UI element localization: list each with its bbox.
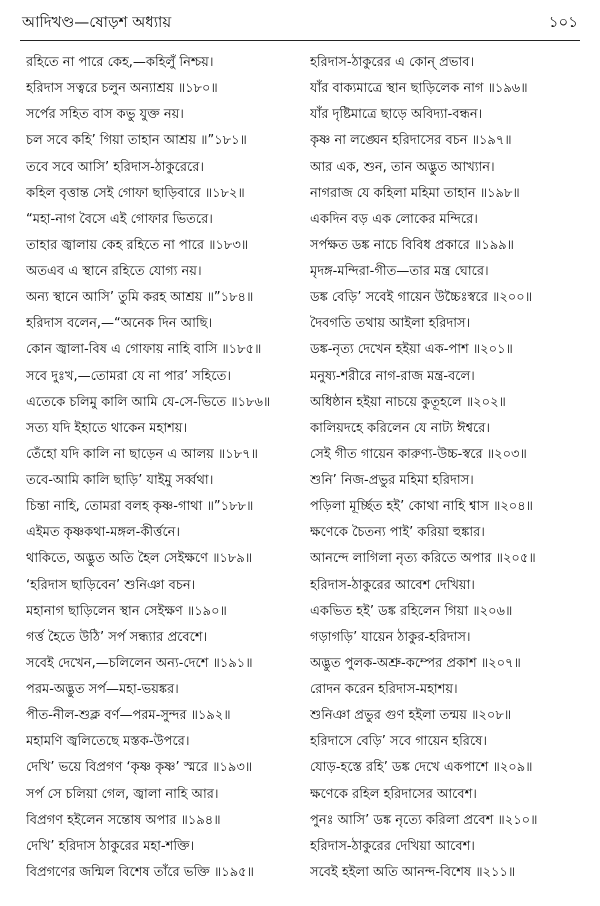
verse-line: তাহার জ্বালায় কেহ রহিতে না পারে ॥১৮৩॥ bbox=[26, 237, 249, 253]
verse-line: চিন্তা নাহি, তোমরা বলহ কৃষ্ণ-গাথা ॥”১৮৮॥ bbox=[26, 499, 254, 515]
header-rule bbox=[20, 40, 580, 41]
verse-line: পুনঃ আসি’ ডঙ্ক নৃত্যে করিলা প্রবেশ ॥২১০॥ bbox=[310, 812, 538, 828]
verse-line: দেখি’ হরিদাস ঠাকুরের মহা-শক্তি। bbox=[26, 838, 195, 854]
verse-line: দেখি’ ভয়ে বিপ্রগণ ‘কৃষ্ণ কৃষ্ণ’ স্মরে ॥১৯৩॥ bbox=[26, 760, 253, 776]
verse-line: থাকিতে, অদ্ভুত অতি হৈল সেইক্ষণে ॥১৮৯॥ bbox=[26, 551, 253, 567]
verse-line: সর্পক্ষত ডঙ্ক নাচে বিবিধ প্রকারে ॥১৯৯॥ bbox=[310, 237, 514, 253]
verse-line: বিপ্রগণ হইলেন সন্তোষ অপার ॥১৯৪॥ bbox=[26, 812, 221, 828]
verse-line: ক্ষণেকে রহিল হরিদাসের আবেশ। bbox=[310, 786, 477, 802]
verse-line: একদিন বড় এক লোকের মন্দিরে। bbox=[310, 211, 478, 227]
verse-line: হরিদাস-ঠাকুরের এ কোন্ প্রভাব। bbox=[310, 55, 475, 70]
verse-line: যোড়-হস্তে রহি’ ডঙ্ক দেখে একপাশে ॥২০৯॥ bbox=[310, 760, 533, 776]
verse-line: ডঙ্ক বেড়ি’ সবেই গায়েন উচ্চৈঃস্বরে ॥২০০॥ bbox=[310, 290, 533, 306]
verse-line: অদ্ভুত পুলক-অশ্রু-কম্পের প্রকাশ ॥২০৭॥ bbox=[310, 655, 521, 671]
verse-line: সত্য যদি ইহাতে থাকেন মহাশয়। bbox=[26, 420, 188, 436]
page-header bbox=[22, 10, 578, 36]
verse-line: হরিদাস বলেন,—“অনেক দিন আছি। bbox=[26, 316, 213, 332]
chapter-title: আদিখণ্ড—ষোড়শ অধ্যায় bbox=[22, 13, 172, 31]
verse-line: শুনিঞা প্রভুর গুণ হইলা তন্ময় ॥২০৮॥ bbox=[310, 708, 512, 724]
verse-line: মহানাগ ছাড়িলেন স্থান সেইক্ষণ ॥১৯০॥ bbox=[26, 603, 227, 619]
verse-line: ক্ষণেকে চৈতন্য পাই’ করিয়া হুঙ্কার। bbox=[310, 525, 485, 541]
verse-line: “মহা-নাগ বৈসে এই গোফার ভিতরে। bbox=[26, 211, 213, 227]
verse-line: তবে সবে আসি’ হরিদাস-ঠাকুরেরে। bbox=[26, 159, 205, 175]
verse-line: অধিষ্ঠান হইয়া নাচয়ে কুতূহলে ॥২০২॥ bbox=[310, 394, 506, 410]
verse-line: তবে-আমি কালি ছাড়ি’ যাইমু সর্ব্বথা। bbox=[26, 473, 214, 488]
verse-line: একভিত হই’ ডঙ্ক রহিলেন গিয়া ॥২০৬॥ bbox=[310, 603, 513, 619]
verse-line: রোদন করেন হরিদাস-মহাশয়। bbox=[310, 682, 458, 697]
verse-line: সেই গীত গায়েন কারুণ্য-উচ্চ-স্বরে ॥২০৩॥ bbox=[310, 446, 527, 462]
verse-line: কহিল বৃত্তান্ত সেই গোফা ছাড়িবারে ॥১৮২॥ bbox=[26, 185, 245, 201]
verse-line: মৃদঙ্গ-মন্দিরা-গীত—তার মন্ত্র ঘোরে। bbox=[310, 264, 489, 279]
verse-line: ‘হরিদাস ছাড়িবেন’ শুনিঞা বচন। bbox=[26, 577, 196, 593]
verse-line: সবেই দেখেন,—চলিলেন অন্য-দেশে ॥১৯১॥ bbox=[26, 655, 253, 671]
verse-line: গড়াগড়ি’ যায়েন ঠাকুর-হরিদাস। bbox=[310, 629, 471, 645]
verse-line: অন্য স্থানে আসি’ তুমি করহ আশ্রয় ॥”১৮৪॥ bbox=[26, 290, 254, 306]
verse-columns bbox=[26, 50, 580, 886]
verse-line: সর্পের সহিত বাস কভু যুক্ত নয়। bbox=[26, 107, 184, 123]
verse-line: রহিতে না পারে কেহ,—কহিলুঁ নিশ্চয়। bbox=[26, 55, 214, 70]
verse-line: নাগরাজ যে কহিলা মহিমা তাহান ॥১৯৮॥ bbox=[310, 185, 520, 201]
verse-line: কোন জ্বালা-বিষ এ গোফায় নাহি বাসি ॥১৮৫॥ bbox=[26, 342, 262, 358]
verse-line: মনুষ্য-শরীরে নাগ-রাজ মন্ত্র-বলে। bbox=[310, 368, 475, 384]
verse-line: কৃষ্ণ না লঙ্ঘেন হরিদাসের বচন ॥১৯৭॥ bbox=[310, 133, 512, 149]
verse-line: পরম-অদ্ভুত সর্প—মহা-ভয়ঙ্কর। bbox=[26, 682, 179, 697]
verse-line: চল সবে কহি’ গিয়া তাহান আশ্রয় ॥”১৮১॥ bbox=[26, 133, 247, 149]
verse-line: আনন্দে লাগিলা নৃত্য করিতে অপার ॥২০৫॥ bbox=[310, 551, 536, 567]
left-column bbox=[26, 50, 296, 886]
verse-line: হরিদাস সত্বরে চলুন অন্যাশ্রয় ॥১৮০॥ bbox=[26, 81, 218, 97]
verse-line: আর এক, শুন, তান অদ্ভুত আখ্যান। bbox=[310, 159, 495, 175]
verse-line: হরিদাসে বেড়ি’ সবে গায়েন হরিষে। bbox=[310, 734, 487, 750]
right-column bbox=[310, 50, 580, 886]
verse-line: হরিদাস-ঠাকুরের দেখিয়া আবেশ। bbox=[310, 838, 475, 854]
verse-line: সবে দুঃখ,—তোমরা যে না পার’ সহিতে। bbox=[26, 368, 232, 384]
verse-line: তেঁহো যদি কালি না ছাড়েন এ আলয় ॥১৮৭॥ bbox=[26, 446, 258, 462]
verse-line: বিপ্রগণের জন্মিল বিশেষ তাঁরে ভক্তি ॥১৯৫॥ bbox=[26, 864, 254, 880]
verse-line: এতেকে চলিমু কালি আমি যে-সে-ভিতে ॥১৮৬॥ bbox=[26, 394, 271, 410]
page-number: ১০১ bbox=[548, 13, 578, 31]
verse-line: অতএব এ স্থানে রহিতে যোগ্য নয়। bbox=[26, 264, 202, 279]
verse-line: সবেই হইলা অতি আনন্দ-বিশেষ ॥২১১॥ bbox=[310, 864, 516, 880]
verse-line: গর্ত্ত হৈতে উঠি’ সর্প সন্ধ্যার প্রবেশে। bbox=[26, 629, 208, 645]
verse-line: এইমত কৃষ্ণকথা-মঙ্গল-কীর্ত্তনে। bbox=[26, 525, 181, 541]
verse-line: ডঙ্ক-নৃত্য দেখেন হইয়া এক-পাশ ॥২০১॥ bbox=[310, 342, 513, 358]
verse-line: দৈবগতি তথায় আইলা হরিদাস। bbox=[310, 316, 471, 332]
verse-line: কালিয়দহে করিলেন যে নাট্য ঈশ্বরে। bbox=[310, 420, 491, 436]
verse-line: যাঁর বাক্যমাত্রে স্থান ছাড়িলেক নাগ ॥১৯৬॥ bbox=[310, 81, 528, 97]
verse-line: সর্প সে চলিয়া গেল, জ্বালা নাহি আর। bbox=[26, 786, 219, 802]
verse-line: পড়িলা মূর্চ্ছিত হই’ কোথা নাহি শ্বাস ॥২০৪॥ bbox=[310, 499, 534, 515]
verse-line: শুনি’ নিজ-প্রভুর মহিমা হরিদাস। bbox=[310, 473, 474, 488]
verse-line: হরিদাস-ঠাকুরের আবেশ দেখিয়া। bbox=[310, 577, 475, 593]
verse-line: পীত-নীল-শুক্ল বর্ণ—পরম-সুন্দর ॥১৯২॥ bbox=[26, 708, 231, 724]
verse-line: যাঁর দৃষ্টিমাত্রে ছাড়ে অবিদ্যা-বন্ধন। bbox=[310, 107, 483, 123]
verse-line: মহামণি জ্বলিতেছে মস্তক-উপরে। bbox=[26, 734, 190, 750]
